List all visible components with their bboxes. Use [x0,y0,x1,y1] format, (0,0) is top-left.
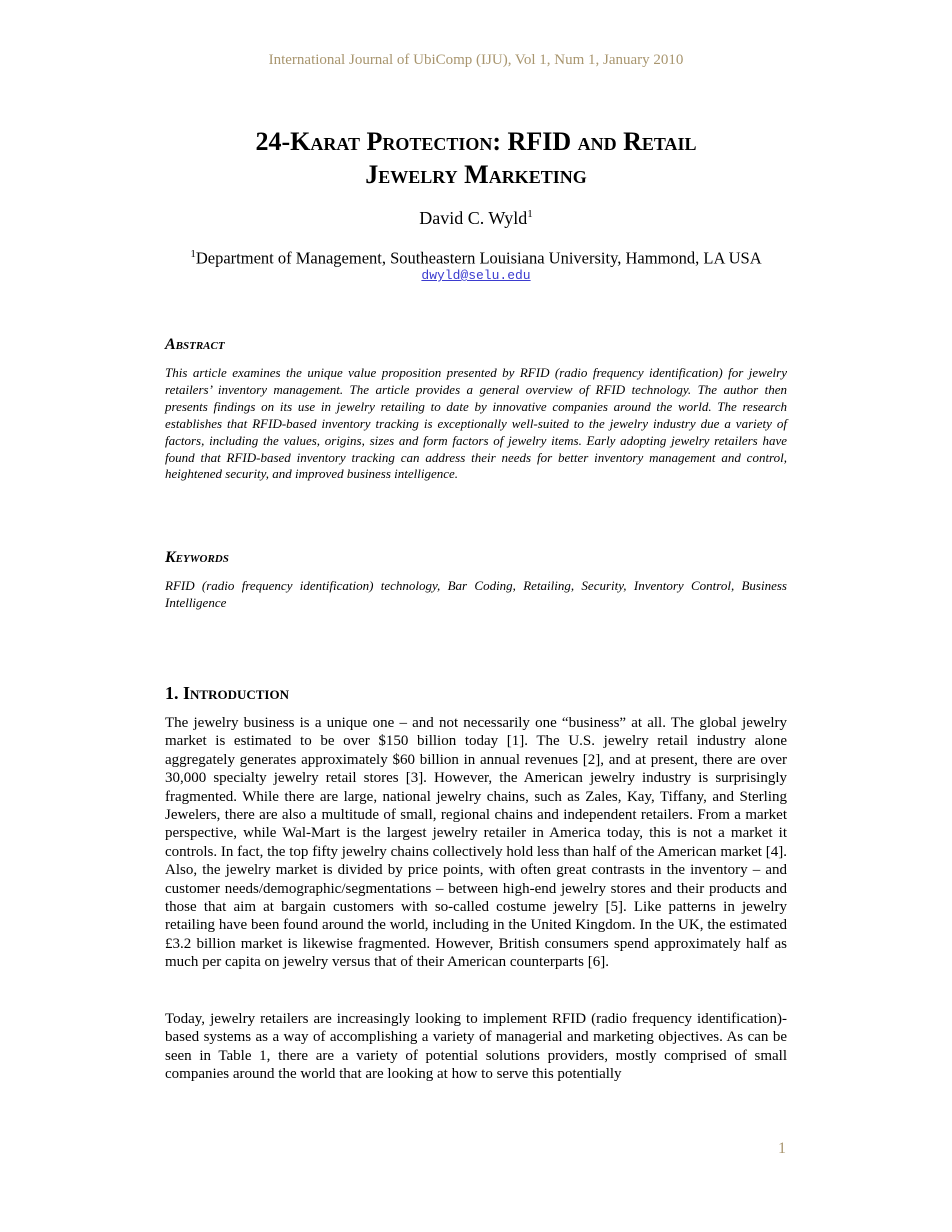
affiliation-line [0,248,952,269]
keywords-heading: Keywords [165,549,229,566]
page-number: 1 [778,1140,786,1157]
affiliation-superscript: 1 [190,248,196,260]
introduction-paragraph-2: Today, jewelry retailers are increasingly looking to implement RFID (radio frequency identification)-based systems as a way of accomplishing a variety of managerial and marketing objectives. As can be seen in Table 1, there are a variety of potential solutions providers, mostly comprised of small companies around the world that are looking at how to serve this potentially [165,1011,787,1083]
author-name: David C. Wyld [419,208,528,228]
running-header: International Journal of UbiComp (IJU), Vol 1, Num 1, January 2010 [268,52,684,68]
paper-title [120,125,832,191]
author-line [0,208,952,229]
keywords-text: RFID (radio frequency identification) technology, Bar Coding, Retailing, Security, Inventory Control, Business Intelligence [165,578,787,610]
author-email-link[interactable]: dwyld@selu.edu [421,268,531,283]
paper-title-line-2: Jewelry Marketing [365,160,587,189]
abstract-heading: Abstract [165,336,225,353]
abstract-text: This article examines the unique value proposition presented by RFID (radio frequency identification) for jewelry retailers’ inventory management. The article provides a general overview of RFID technology. The author then presents findings on its use in jewelry retailing to date by innovative companies around the world. The research establishes that RFID-based inventory tracking is exceptionally well-suited to the jewelry industry due a variety of factors, including the values, origins, sizes and form factors of jewelry items. Early adopting jewelry retailers have found that RFID-based inventory tracking can address their needs for better inventory management and control, heightened security, and improved business intelligence. [165,365,787,482]
email-line [0,268,952,283]
introduction-paragraph-1: The jewelry business is a unique one – and not necessarily one “business” at all. The global jewelry market is estimated to be over $150 billion today [1]. The U.S. jewelry retail industry alone aggregately generates approximately $60 billion in annual revenues [2], and at present, there are over 30,000 specialty jewelry retail stores [3]. However, the American jewelry industry is surprisingly fragmented. While there are large, national jewelry chains, such as Zales, Kay, Tiffany, and Sterling Jewelers, there are also a multitude of small, regional chains and independent retailers. From a market perspective, while Wal-Mart is the largest jewelry retailer in America today, this is not a market it controls. In fact, the top fifty jewelry chains collectively hold less than half of the American market [4]. Also, the jewelry market is divided by price points, with often great contrasts in the inventory – and customer needs/demographic/segmentations – between high-end jewelry stores and their products and those that aim at bargain customers with so-called costume jewelry [5]. Like patterns in jewelry retailing have been found around the world, including in the United Kingdom. In the UK, the estimated £3.2 billion market is likewise fragmented. However, British consumers spend approximately half as much per capita on jewelry versus that of their American counterparts [6]. [165,715,787,971]
affiliation-text: Department of Management, Southeastern Louisiana University, Hammond, LA USA [195,248,762,268]
author-superscript: 1 [527,208,533,220]
paper-title-line-1: 24-Karat Protection: RFID and Retail [255,127,697,156]
introduction-heading: 1. Introduction [165,683,289,703]
